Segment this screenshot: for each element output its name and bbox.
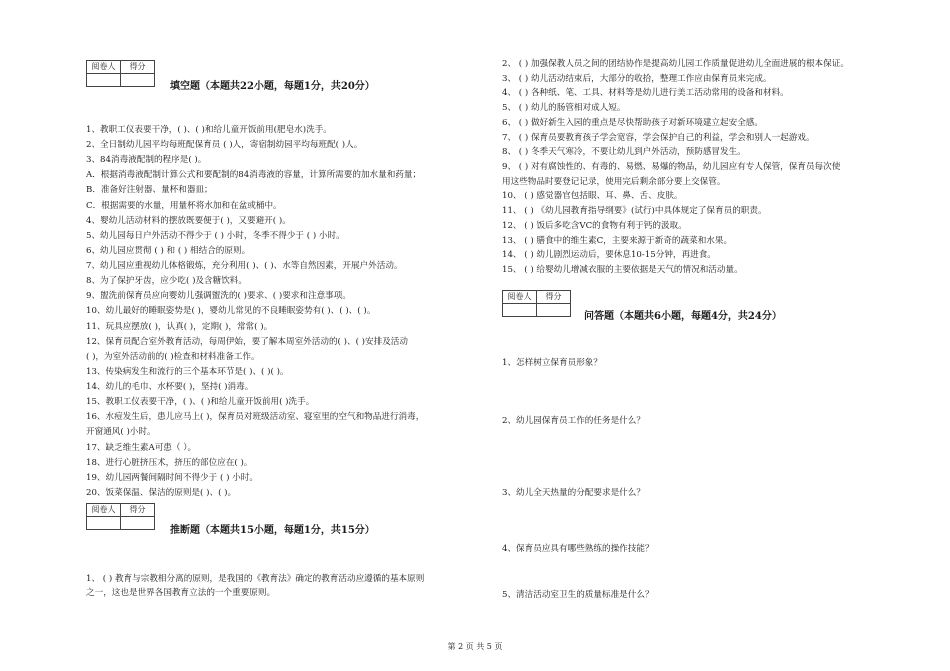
score-cell[interactable]	[121, 74, 155, 87]
score-box-qa	[502, 290, 571, 317]
reviewer-cell[interactable]	[87, 74, 121, 87]
judge-question-line: 5、 ( ) 幼儿的肠管相对成人短。	[502, 103, 626, 114]
judge-question-line: 10、 ( ) 感觉器官包括眼、耳、鼻、舌、皮肤。	[502, 191, 683, 202]
fill-question-line: 6、幼儿园应贯彻 ( ) 和 ( ) 相结合的原则。	[86, 245, 251, 256]
judge-question-line: 9、 ( ) 对有腐蚀性的、有毒的、易燃、易爆的物品，幼儿园应有专人保管，保育员每次使	[502, 162, 841, 173]
fill-question-line: 10、幼儿最好的睡眠姿势是( )，婴幼儿常见的不良睡眠姿势有( )、( )、( )。	[86, 306, 376, 317]
fill-question-line: 11、玩具应摆放( )，认真( )，定期( )，常常( )。	[86, 321, 273, 332]
fill-question-line: 5、幼儿园每日户外活动不得少于 ( ) 小时，冬季不得少于 ( ) 小时。	[86, 230, 345, 241]
judge-question-line: 4、 ( ) 各种纸、笔、工具、材料等是幼儿进行美工活动常用的设备和材料。	[502, 88, 789, 99]
fill-question-line: 1、教职工仪表要干净，( )、( )和给儿童开饭前用(肥皂水)洗手。	[86, 125, 332, 135]
fill-question-line: 16、水痘发生后，患儿应马上( )，保育员对班级活动室、寝室里的空气和物品进行消毒，	[86, 412, 425, 423]
score-label: 得分	[537, 291, 571, 304]
judge-question-line: 14、 ( ) 幼儿剧烈运动后，要休息10-15分钟，再进食。	[502, 250, 716, 261]
fill-question-line: 15、教职工仪表要干净，( )、( )和给儿童开饭前用( )洗手。	[86, 397, 315, 408]
fill-question-line: 13、传染病发生和流行的三个基本环节是( )、( )( )。	[86, 366, 289, 377]
judge-question-1-line-2: 之一，这也是世界各国教育立法的一个重要原则。	[86, 588, 276, 598]
fill-question-line: B．准备好注射器、量杯和器皿；	[86, 185, 213, 196]
judge-question-1-line-1: 1、 ( ) 教育与宗教相分离的原则，是我国的《教育法》确定的教育活动应遵循的基本原则	[86, 574, 425, 584]
qa-question: 4、保育员应具有哪些熟练的操作技能？	[502, 544, 654, 554]
fill-question-line: C．根据需要的水量，用量杯将水加和在盆或桶中。	[86, 200, 282, 211]
qa-question: 3、幼儿全天热量的分配要求是什么？	[502, 488, 645, 498]
qa-question: 1、怎样树立保育员形象？	[502, 358, 602, 368]
fill-question-line: 7、幼儿园应重视幼儿体格锻炼，充分利用( )、( )、水等自然因素，开展户外活动。	[86, 261, 403, 272]
judge-question-line: 用这些物品时要登记记录，使用完后剩余部分要上交保管。	[502, 176, 726, 187]
fill-question-line: 12、保育员配合室外教育活动，每周伊始，要了解本周室外活动的( )、( )安排及活动	[86, 336, 408, 347]
fill-question-line: 14、幼儿的毛巾、水杯要( )，坚持( )消毒。	[86, 382, 254, 393]
fill-question-line: 18、进行心脏挤压术，挤压的部位应在( )。	[86, 457, 253, 468]
reviewer-cell[interactable]	[503, 304, 537, 317]
fill-section-title: 填空题（本题共22小题，每题1分，共20分）	[170, 81, 375, 92]
judge-question-line: 11、 ( ) 《幼儿园教育指导纲要》(试行)中具体规定了保育员的职责。	[502, 206, 767, 217]
reviewer-label: 阅卷人	[503, 291, 537, 304]
judge-section-title: 推断题（本题共15小题，每题1分，共15分）	[170, 525, 375, 536]
judge-question-line: 12、 ( ) 饭后多吃含VC的食物有利于钙的汲取。	[502, 220, 687, 231]
qa-question: 2、幼儿园保育员工作的任务是什么？	[502, 416, 645, 426]
judge-question-line: 8、 ( ) 冬季天气寒冷，不要让幼儿到户外活动，预防感冒发生。	[502, 147, 746, 158]
fill-question-line: 4、婴幼儿活动材料的摆放既要便于( )，又要避开( )。	[86, 215, 291, 226]
score-box-judge	[86, 503, 155, 530]
fill-question-line: 8、为了保护牙齿，应少吃( )及含糖饮料。	[86, 276, 247, 287]
fill-question-line: A．根据消毒液配制计算公式和要配制的84消毒液的容量，计算所需要的加水量和药量；	[86, 170, 422, 181]
reviewer-label: 阅卷人	[87, 504, 121, 517]
qa-section-title: 问答题（本题共6小题，每题4分，共24分）	[584, 311, 782, 322]
fill-question-line: 3、84消毒液配制的程序是( )。	[86, 155, 207, 166]
fill-question-line: 2、全日制幼儿园平均每班配保育员 ( )人，寄宿制幼园平均每班配( )人。	[86, 140, 363, 151]
fill-question-line: ( )，为室外活动前的( )检查和材料准备工作。	[86, 351, 260, 362]
judge-question-line: 6、 ( ) 做好新生入园的重点是尽快帮助孩子对新环境建立起安全感。	[502, 117, 763, 128]
judge-question-line: 13、 ( ) 膳食中的维生素C，主要来源于新奇的蔬菜和水果。	[502, 235, 733, 246]
score-label: 得分	[121, 61, 155, 74]
fill-question-line: 开窗通风( )小时。	[86, 427, 156, 438]
fill-question-line: 20、饭菜保温、保洁的原则是( )、( )。	[86, 487, 237, 498]
fill-question-line: 19、幼儿园两餐间隔时间不得少于 ( ) 小时。	[86, 472, 258, 483]
page-footer: 第 2 页 共 5 页	[447, 642, 503, 651]
qa-question: 5、清洁活动室卫生的质量标准是什么？	[502, 590, 654, 600]
score-cell[interactable]	[537, 304, 571, 317]
fill-question-line: 17、缺乏维生素A可患（ ）。	[86, 442, 197, 453]
judge-question-line: 7、 ( ) 保育员要教育孩子学会宽容，学会保护自己的利益，学会和别人一起游戏。	[502, 132, 815, 143]
judge-question-line: 2、 ( ) 加强保教人员之间的团结协作是提高幼儿园工作质量促进幼儿全面进展的根本保证。	[502, 59, 849, 69]
score-label: 得分	[121, 504, 155, 517]
score-cell[interactable]	[121, 517, 155, 530]
fill-question-line: 9、盥洗前保育员应向婴幼儿强调盥洗的( )要求、( )要求和注意事项。	[86, 291, 351, 302]
score-box-fill	[86, 60, 155, 87]
judge-question-line: 3、 ( ) 幼儿活动结束后，大部分的收拾，整理工作应由保育员来完成。	[502, 73, 772, 84]
reviewer-label: 阅卷人	[87, 61, 121, 74]
judge-question-line: 15、 ( ) 给婴幼儿增减衣服的主要依据是天气的情况和活动量。	[502, 265, 743, 276]
reviewer-cell[interactable]	[87, 517, 121, 530]
